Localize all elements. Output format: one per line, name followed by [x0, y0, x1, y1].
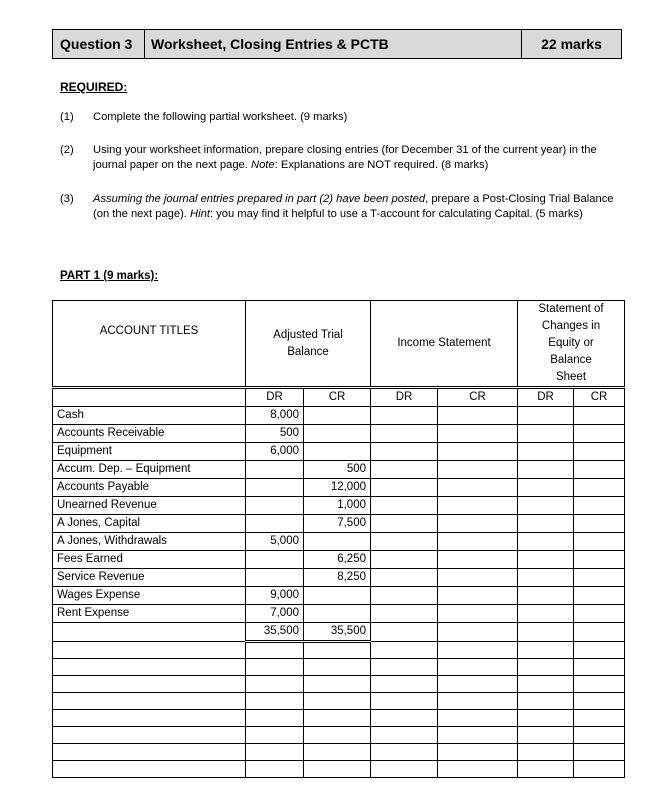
atb-cr-cell: 6,250 [304, 551, 371, 569]
answer-cell[interactable] [518, 693, 574, 710]
item-number: (3) [60, 193, 74, 205]
account-title: Accum. Dep. – Equipment [53, 461, 246, 479]
blank-row [53, 710, 625, 727]
account-title: Service Revenue [53, 569, 246, 587]
answer-cell[interactable] [371, 479, 438, 497]
worksheet-row [53, 569, 625, 587]
item-number: (2) [60, 144, 74, 156]
account-title: Equipment [53, 443, 246, 461]
answer-cell[interactable] [438, 551, 518, 569]
answer-cell[interactable] [574, 710, 625, 727]
answer-cell[interactable] [518, 425, 574, 443]
item-text [93, 143, 623, 173]
worksheet-row [53, 425, 625, 443]
atb-dr-cell [246, 479, 304, 497]
answer-cell[interactable] [371, 693, 438, 710]
atb-cr-cell: 8,250 [304, 569, 371, 587]
note-label: Note [251, 159, 275, 171]
answer-cell[interactable] [574, 659, 625, 676]
answer-cell[interactable] [371, 676, 438, 693]
answer-cell[interactable] [371, 569, 438, 587]
worksheet-row [53, 443, 625, 461]
required-item-1 [60, 110, 623, 125]
atb-dr-total: 35,500 [246, 623, 304, 642]
answer-cell[interactable] [246, 693, 304, 710]
answer-cell[interactable] [371, 744, 438, 761]
answer-cell[interactable] [371, 551, 438, 569]
answer-cell[interactable] [518, 551, 574, 569]
blank-row [53, 659, 625, 676]
atb-cr-cell: 12,000 [304, 479, 371, 497]
answer-cell[interactable] [438, 761, 518, 778]
answer-cell[interactable] [371, 425, 438, 443]
atb-dr-cell [246, 497, 304, 515]
answer-cell[interactable] [574, 676, 625, 693]
worksheet-header-row [53, 301, 625, 388]
answer-cell[interactable] [574, 551, 625, 569]
answer-cell[interactable] [371, 533, 438, 551]
worksheet-row [53, 533, 625, 551]
answer-cell[interactable] [574, 443, 625, 461]
answer-cell[interactable] [246, 642, 304, 659]
blank-account-cell[interactable] [53, 659, 246, 676]
answer-cell[interactable] [518, 587, 574, 605]
answer-cell[interactable] [574, 605, 625, 623]
bs-dr-header: DR [518, 388, 574, 407]
answer-cell[interactable] [518, 605, 574, 623]
answer-cell[interactable] [574, 533, 625, 551]
answer-cell[interactable] [246, 744, 304, 761]
answer-cell[interactable] [574, 425, 625, 443]
worksheet-row [53, 461, 625, 479]
answer-cell[interactable] [574, 407, 625, 425]
answer-cell[interactable] [438, 515, 518, 533]
answer-cell[interactable] [438, 605, 518, 623]
answer-cell[interactable] [518, 761, 574, 778]
answer-cell[interactable] [574, 461, 625, 479]
atb-cr-cell [304, 587, 371, 605]
account-title: Accounts Receivable [53, 425, 246, 443]
answer-cell[interactable] [304, 761, 371, 778]
account-title: Cash [53, 407, 246, 425]
atb-dr-cell: 500 [246, 425, 304, 443]
totals-row [53, 623, 625, 642]
answer-cell[interactable] [518, 407, 574, 425]
account-title: A Jones, Capital [53, 515, 246, 533]
answer-cell[interactable] [574, 479, 625, 497]
answer-cell[interactable] [438, 587, 518, 605]
worksheet-row [53, 479, 625, 497]
answer-cell[interactable] [438, 659, 518, 676]
totals-label-cell [53, 623, 246, 642]
answer-cell[interactable] [371, 642, 438, 659]
worksheet-row [53, 551, 625, 569]
atb-cr-cell: 500 [304, 461, 371, 479]
answer-cell[interactable] [438, 676, 518, 693]
blank-account-cell[interactable] [53, 744, 246, 761]
answer-cell[interactable] [574, 642, 625, 659]
account-title: Rent Expense [53, 605, 246, 623]
answer-cell[interactable] [371, 605, 438, 623]
answer-cell[interactable] [371, 587, 438, 605]
answer-cell[interactable] [518, 744, 574, 761]
blank-row [53, 642, 625, 659]
worksheet-row [53, 515, 625, 533]
atb-cr-cell: 1,000 [304, 497, 371, 515]
answer-cell[interactable] [246, 676, 304, 693]
answer-cell[interactable] [246, 761, 304, 778]
answer-cell[interactable] [371, 497, 438, 515]
answer-cell[interactable] [304, 727, 371, 744]
atb-dr-cell [246, 551, 304, 569]
answer-cell[interactable] [518, 497, 574, 515]
answer-cell[interactable] [518, 479, 574, 497]
atb-cr-cell [304, 533, 371, 551]
answer-cell[interactable] [574, 727, 625, 744]
answer-cell[interactable] [371, 761, 438, 778]
answer-cell[interactable] [438, 727, 518, 744]
answer-cell[interactable] [371, 443, 438, 461]
worksheet-row [53, 587, 625, 605]
atb-dr-header: DR [246, 388, 304, 407]
atb-label: Adjusted Trial Balance [273, 328, 343, 358]
atb-cr-cell [304, 443, 371, 461]
answer-cell[interactable] [246, 710, 304, 727]
answer-cell[interactable] [518, 461, 574, 479]
account-title: Fees Earned [53, 551, 246, 569]
answer-cell[interactable] [371, 515, 438, 533]
atb-cr-cell: 7,500 [304, 515, 371, 533]
required-item-3 [60, 192, 623, 222]
atb-cr-cell [304, 425, 371, 443]
answer-cell[interactable] [438, 479, 518, 497]
atb-dr-cell [246, 569, 304, 587]
answer-cell[interactable] [304, 659, 371, 676]
blank-account-cell[interactable] [53, 676, 246, 693]
hint-label: Hint [190, 208, 210, 220]
answer-cell[interactable] [438, 407, 518, 425]
answer-cell[interactable] [438, 710, 518, 727]
worksheet-subheader-row [53, 388, 625, 407]
answer-cell[interactable] [371, 407, 438, 425]
required-heading: REQUIRED: [60, 80, 128, 94]
answer-cell[interactable] [304, 676, 371, 693]
answer-cell[interactable] [438, 642, 518, 659]
answer-cell[interactable] [304, 710, 371, 727]
blank-cell [53, 388, 246, 407]
answer-cell[interactable] [438, 693, 518, 710]
item-text-part: : Explanations are NOT required. (8 marks) [274, 159, 489, 171]
atb-cr-header: CR [304, 388, 371, 407]
account-title: Unearned Revenue [53, 497, 246, 515]
account-title: A Jones, Withdrawals [53, 533, 246, 551]
item-text-part: Using your worksheet information, prepare closing entries (for December 31 of the current year) in the journal paper on the next page. [93, 144, 597, 171]
answer-cell[interactable] [574, 569, 625, 587]
answer-cell[interactable] [518, 710, 574, 727]
blank-account-cell[interactable] [53, 761, 246, 778]
adjusted-trial-balance-header [246, 301, 371, 388]
blank-row [53, 727, 625, 744]
blank-account-cell[interactable] [53, 693, 246, 710]
atb-dr-cell: 6,000 [246, 443, 304, 461]
answer-cell[interactable] [304, 642, 371, 659]
answer-cell[interactable] [574, 693, 625, 710]
answer-cell[interactable] [574, 587, 625, 605]
question-title: Worksheet, Closing Entries & PCTB [145, 30, 522, 58]
blank-row [53, 693, 625, 710]
worksheet-table [52, 300, 625, 778]
answer-cell[interactable] [518, 659, 574, 676]
answer-cell[interactable] [371, 727, 438, 744]
item-number: (1) [60, 111, 74, 123]
sce-label: Statement of Changes in Equity or Balance Sheet [538, 303, 604, 383]
is-dr-header: DR [371, 388, 438, 407]
part-1-heading: PART 1 (9 marks): [60, 270, 159, 282]
answer-cell[interactable] [371, 461, 438, 479]
answer-cell[interactable] [518, 676, 574, 693]
answer-cell[interactable] [438, 443, 518, 461]
atb-cr-cell [304, 605, 371, 623]
answer-cell[interactable] [438, 533, 518, 551]
answer-cell[interactable] [574, 744, 625, 761]
answer-cell[interactable] [438, 425, 518, 443]
blank-account-cell[interactable] [53, 642, 246, 659]
account-title: Accounts Payable [53, 479, 246, 497]
answer-cell[interactable] [438, 569, 518, 587]
atb-cr-total: 35,500 [304, 623, 371, 642]
blank-account-cell[interactable] [53, 727, 246, 744]
bs-cr-header: CR [574, 388, 625, 407]
answer-cell[interactable] [574, 515, 625, 533]
item-text: Complete the following partial worksheet. (9 marks) [93, 111, 348, 123]
worksheet-row [53, 497, 625, 515]
answer-cell[interactable] [574, 623, 625, 642]
answer-cell[interactable] [518, 443, 574, 461]
answer-cell[interactable] [246, 727, 304, 744]
worksheet-row [53, 605, 625, 623]
answer-cell[interactable] [371, 659, 438, 676]
answer-cell[interactable] [304, 693, 371, 710]
answer-cell[interactable] [438, 497, 518, 515]
answer-cell[interactable] [371, 623, 438, 642]
question-header [52, 29, 622, 59]
worksheet-row [53, 407, 625, 425]
answer-cell[interactable] [574, 761, 625, 778]
question-marks: 22 marks [541, 36, 602, 52]
italic-text: Assuming the journal entries prepared in part (2) have been posted [93, 193, 426, 205]
account-title: Wages Expense [53, 587, 246, 605]
is-cr-header: CR [438, 388, 518, 407]
required-item-2 [60, 143, 623, 173]
answer-cell[interactable] [246, 659, 304, 676]
sce-balance-sheet-header [518, 301, 625, 388]
answer-cell[interactable] [518, 727, 574, 744]
atb-dr-cell [246, 461, 304, 479]
account-titles-header: ACCOUNT TITLES [53, 301, 246, 388]
answer-cell[interactable] [518, 533, 574, 551]
question-number: Question 3 [53, 30, 145, 58]
atb-dr-cell: 9,000 [246, 587, 304, 605]
atb-cr-cell [304, 407, 371, 425]
answer-cell[interactable] [518, 642, 574, 659]
atb-dr-cell: 8,000 [246, 407, 304, 425]
blank-account-cell[interactable] [53, 710, 246, 727]
blank-row [53, 761, 625, 778]
answer-cell[interactable] [304, 744, 371, 761]
answer-cell[interactable] [518, 515, 574, 533]
income-statement-header: Income Statement [371, 301, 518, 388]
answer-cell[interactable] [438, 623, 518, 642]
blank-row [53, 744, 625, 761]
item-text-part: , prepare a Post-Closing Trial Balance (on the next page). [93, 193, 614, 220]
answer-cell[interactable] [518, 623, 574, 642]
atb-dr-cell: 7,000 [246, 605, 304, 623]
answer-cell[interactable] [438, 744, 518, 761]
answer-cell[interactable] [438, 461, 518, 479]
item-text-part: : you may find it helpful to use a T-account for calculating Capital. (5 marks) [209, 208, 583, 220]
atb-dr-cell [246, 515, 304, 533]
answer-cell[interactable] [518, 569, 574, 587]
atb-dr-cell: 5,000 [246, 533, 304, 551]
blank-row [53, 676, 625, 693]
answer-cell[interactable] [574, 497, 625, 515]
answer-cell[interactable] [371, 710, 438, 727]
item-text [93, 192, 623, 222]
